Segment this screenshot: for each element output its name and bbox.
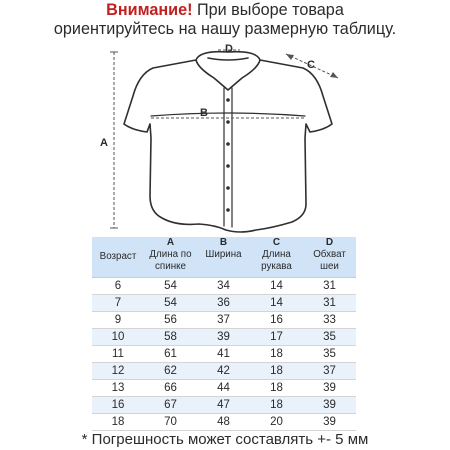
table-row: [92, 362, 356, 379]
cell-neck: 33: [303, 311, 356, 328]
cell-neck: 39: [303, 379, 356, 396]
dimension-label-a: A: [100, 137, 108, 149]
cell-back-length: 56: [144, 311, 197, 328]
header-letter-a: A: [166, 237, 175, 248]
header-width-text: Ширина: [205, 249, 242, 260]
shirt-outline: [124, 60, 332, 232]
cell-neck: 35: [303, 345, 356, 362]
cell-neck: 31: [303, 277, 356, 294]
warning-line-2: ориентируйтесь на нашу размерную таблицу.: [53, 20, 397, 38]
cell-age: 13: [92, 379, 144, 396]
cell-sleeve-length: 16: [250, 311, 303, 328]
cell-back-length: 58: [144, 328, 197, 345]
yoke-seam: [151, 113, 305, 116]
cell-width: 39: [197, 328, 250, 345]
cell-sleeve-length: 14: [250, 277, 303, 294]
warning-word: Внимание!: [106, 1, 193, 19]
table-row: [92, 277, 356, 294]
table-row: [92, 328, 356, 345]
cell-neck: 31: [303, 294, 356, 311]
shirt-illustration: [0, 38, 450, 238]
cell-age: 7: [92, 294, 144, 311]
cell-back-length: 54: [144, 294, 197, 311]
cell-back-length: 54: [144, 277, 197, 294]
cell-back-length: 67: [144, 396, 197, 413]
dimension-label-c: C: [307, 59, 315, 71]
table-row: [92, 413, 356, 430]
dimension-label-d: D: [225, 43, 233, 55]
cell-age: 12: [92, 362, 144, 379]
dimension-label-b: B: [200, 107, 208, 119]
header-width: [197, 237, 250, 277]
cell-sleeve-length: 14: [250, 294, 303, 311]
cell-width: 34: [197, 277, 250, 294]
header-age: [92, 237, 144, 277]
header-letter-b: B: [219, 237, 228, 248]
cell-age: 10: [92, 328, 144, 345]
cell-width: 42: [197, 362, 250, 379]
warning-line-1: [0, 1, 450, 20]
cell-width: 48: [197, 413, 250, 430]
cell-neck: 39: [303, 396, 356, 413]
header-letter-c: C: [272, 237, 281, 248]
cell-sleeve-length: 17: [250, 328, 303, 345]
header-sleeve-length: [250, 237, 303, 277]
cell-back-length: 61: [144, 345, 197, 362]
cell-neck: 39: [303, 413, 356, 430]
header-back-length-text: Длина по спинке: [149, 249, 192, 272]
table-row: [92, 311, 356, 328]
cell-age: 9: [92, 311, 144, 328]
shirt-collar: [196, 60, 260, 90]
table-row: [92, 294, 356, 311]
shirt-diagram: [0, 38, 450, 238]
cell-width: 44: [197, 379, 250, 396]
tolerance-note: * Погрешность может составлять +- 5 мм: [81, 431, 369, 448]
header-back-length: [144, 237, 197, 277]
cell-width: 41: [197, 345, 250, 362]
cell-width: 37: [197, 311, 250, 328]
cell-sleeve-length: 18: [250, 345, 303, 362]
cell-neck: 35: [303, 328, 356, 345]
cell-age: 6: [92, 277, 144, 294]
cell-sleeve-length: 18: [250, 379, 303, 396]
header-sleeve-length-text: Длина рукава: [261, 249, 292, 272]
cell-back-length: 66: [144, 379, 197, 396]
header-neck-text: Обхват шеи: [313, 249, 346, 272]
cell-age: 16: [92, 396, 144, 413]
warning-header: [0, 1, 450, 39]
table-row: [92, 396, 356, 413]
header-age-text: Возраст: [99, 250, 137, 262]
cell-neck: 37: [303, 362, 356, 379]
cell-width: 36: [197, 294, 250, 311]
table-row: [92, 379, 356, 396]
cell-width: 47: [197, 396, 250, 413]
table-row: [92, 345, 356, 362]
header-neck: [303, 237, 356, 277]
cell-back-length: 62: [144, 362, 197, 379]
cell-sleeve-length: 18: [250, 362, 303, 379]
cell-back-length: 70: [144, 413, 197, 430]
header-letter-d: D: [325, 237, 334, 248]
cell-age: 11: [92, 345, 144, 362]
cell-sleeve-length: 18: [250, 396, 303, 413]
cell-sleeve-length: 20: [250, 413, 303, 430]
size-table: [92, 237, 356, 431]
warning-text: При выборе товара: [192, 1, 344, 19]
placket: [224, 88, 232, 227]
table-header-row: [92, 237, 356, 277]
cell-age: 18: [92, 413, 144, 430]
